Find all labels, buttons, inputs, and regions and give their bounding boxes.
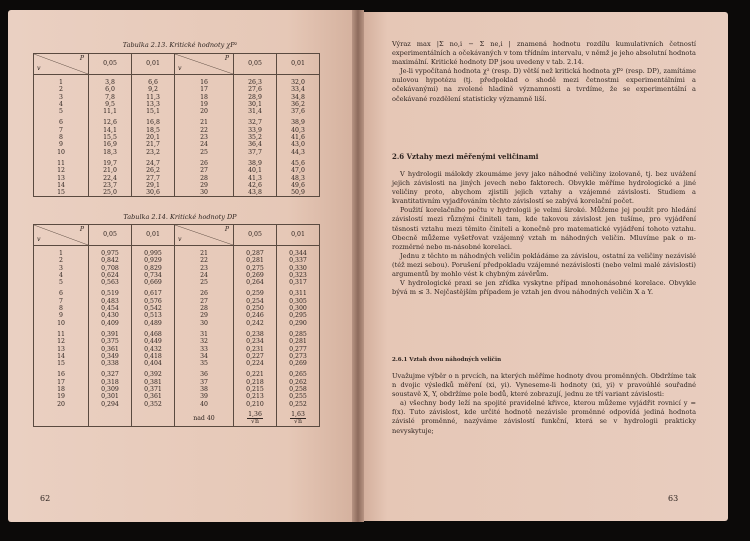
- table-row: [34, 160, 320, 167]
- table-cell: 11,1: [89, 108, 132, 115]
- table-cell: 25,0: [89, 189, 132, 197]
- table-cell: 9,5: [89, 101, 132, 108]
- table-row: [34, 379, 320, 386]
- table-row: [34, 360, 320, 367]
- table-cell: 7: [34, 298, 89, 305]
- table-2-13-corner-right: P v: [175, 54, 234, 75]
- table-cell: 33: [175, 346, 234, 353]
- table-cell: 0,275: [234, 265, 277, 272]
- table-row: [34, 272, 320, 279]
- table-cell: 0,432: [132, 346, 175, 353]
- right-page-number: 63: [668, 494, 679, 503]
- table-row: [34, 250, 320, 257]
- table-cell: 0,734: [132, 272, 175, 279]
- table-cell: 36,2: [277, 101, 320, 108]
- table-cell: 25: [175, 279, 234, 286]
- table-cell: 21,0: [89, 167, 132, 174]
- paragraph-max-definition: Výraz max |Σ no,i − Σ ne,i | znamená hodnotu rozdílu kumulativních četností experimentálních a očekávaných v tom třídním intervalu, v němž je jeho absolutní hodnota maximální. Kritické hodnoty DP jsou uvedeny v tab. 2.14.: [392, 40, 696, 67]
- table-cell: 0,252: [277, 401, 320, 408]
- table-2-13-head-001: 0,01: [132, 54, 175, 75]
- table-cell: 45,6: [277, 160, 320, 167]
- table-cell: 50,9: [277, 189, 320, 197]
- table-cell: 0,338: [89, 360, 132, 367]
- table-cell: 20: [34, 401, 89, 408]
- table-cell: 18,5: [132, 127, 175, 134]
- table-cell: 14: [34, 182, 89, 189]
- table-cell: 30,1: [234, 101, 277, 108]
- paragraph-hydrology-relations: V hydrologii málokdy zkoumáme jevy jako náhodné veličiny izolovaně, tj. bez uvážení jejich závislosti na jiných jevech nebo faktorech. Obvykle měříme hydrologické a jiné veličiny proto, abychom zjistili jejich vztahy a vzájemné závislosti. Studiem a kvantitativním vyjadřováním těchto závislostí se zabývá korelační počet.: [392, 170, 696, 206]
- table-cell: 23: [175, 265, 234, 272]
- table-cell: 0,290: [277, 320, 320, 327]
- paragraph-functional-dependence: a) všechny body leží na spojité pravidelné křivce, kterou můžeme vyjádřit rovnicí y = f(x). Tuto závislost, kde určité hodnotě nezávisle proměnné odpovídá jediná hodnota závislé proměnné, nazýváme závislostí funkční, která se v hydrologii prakticky nevyskytuje;: [392, 399, 696, 435]
- table-2-14-head-005: 0,05: [89, 225, 132, 246]
- table-2-13-caption: Tabulka 2.13. Kritické hodnoty χP²: [122, 41, 238, 49]
- table-cell: 9,2: [132, 86, 175, 93]
- table-cell: 37,7: [234, 149, 277, 156]
- table-cell: 14,1: [89, 127, 132, 134]
- table-2-14-caption: Tabulka 2.14. Kritické hodnoty DP: [123, 213, 237, 221]
- table-cell: 11: [34, 331, 89, 338]
- table-cell: 13: [34, 175, 89, 182]
- table-cell: 0,929: [132, 257, 175, 264]
- table-cell: 0,489: [132, 320, 175, 327]
- table-cell: 0,287: [234, 250, 277, 257]
- table-row: [34, 305, 320, 312]
- table-cell: 0,430: [89, 312, 132, 319]
- table-cell: 2: [34, 257, 89, 264]
- table-cell: 0,669: [132, 279, 175, 286]
- table-cell: 0,391: [89, 331, 132, 338]
- table-2-13-head-001b: 0,01: [277, 54, 320, 75]
- table-cell: 0,281: [234, 257, 277, 264]
- table-cell: 11,3: [132, 94, 175, 101]
- table-cell: 0,617: [132, 290, 175, 297]
- table-cell: 38: [175, 386, 234, 393]
- table-cell: 34: [175, 353, 234, 360]
- table-cell: 21: [175, 119, 234, 126]
- table-cell: 0,337: [277, 257, 320, 264]
- table-cell: 30: [175, 189, 234, 197]
- table-cell: 3: [34, 94, 89, 101]
- over-40-formula: $\frac{1,63}{√n}$: [277, 412, 320, 427]
- table-cell: 0,264: [234, 279, 277, 286]
- table-row: [34, 401, 320, 408]
- table-cell: 34,8: [277, 94, 320, 101]
- table-cell: 36: [175, 371, 234, 378]
- table-2-13: [33, 53, 320, 197]
- over-40-formula: $\frac{1,36}{√n}$: [234, 412, 277, 427]
- table-cell: 0,311: [277, 290, 320, 297]
- table-cell: 0,829: [132, 265, 175, 272]
- table-row: [34, 338, 320, 345]
- table-row: [34, 167, 320, 174]
- right-intro-text: [392, 40, 696, 104]
- table-cell: 10: [34, 320, 89, 327]
- table-cell: 0,265: [277, 371, 320, 378]
- table-cell: 17: [175, 86, 234, 93]
- table-row: [34, 298, 320, 305]
- table-cell: 0,269: [277, 360, 320, 367]
- table-cell: 4: [34, 101, 89, 108]
- table-cell: 0,300: [277, 305, 320, 312]
- table-cell: 0,318: [89, 379, 132, 386]
- table-cell: 13,3: [132, 101, 175, 108]
- table-cell: 48,3: [277, 175, 320, 182]
- table-cell: 0,708: [89, 265, 132, 272]
- table-cell: 0,281: [277, 338, 320, 345]
- table-cell: 0,277: [277, 346, 320, 353]
- right-section-text: [392, 170, 696, 297]
- table-cell: 28: [175, 305, 234, 312]
- table-row: [34, 141, 320, 148]
- table-cell: 9: [34, 312, 89, 319]
- table-cell: 27: [175, 298, 234, 305]
- table-cell: 0,519: [89, 290, 132, 297]
- table-row: [34, 279, 320, 286]
- table-row: [34, 320, 320, 327]
- table-cell: 38,9: [234, 160, 277, 167]
- table-cell: 5: [34, 279, 89, 286]
- table-cell: 27,7: [132, 175, 175, 182]
- table-cell: 19: [175, 101, 234, 108]
- table-cell: 12: [34, 167, 89, 174]
- table-cell: 23: [175, 134, 234, 141]
- table-cell: 0,361: [132, 393, 175, 400]
- table-cell: 6,0: [89, 86, 132, 93]
- table-cell: 25: [175, 149, 234, 156]
- table-cell: 0,255: [277, 393, 320, 400]
- table-cell: 0,563: [89, 279, 132, 286]
- table-row: [34, 257, 320, 264]
- table-cell: 30: [175, 320, 234, 327]
- table-2-13-head-005b: 0,05: [234, 54, 277, 75]
- table-cell: 22,4: [89, 175, 132, 182]
- table-cell: 0,305: [277, 298, 320, 305]
- table-cell: 2: [34, 86, 89, 93]
- table-cell: 0,375: [89, 338, 132, 345]
- section-heading-2-6-1: 2.6.1 Vztah dvou náhodných veličin: [392, 357, 502, 363]
- table-cell: 49,6: [277, 182, 320, 189]
- table-cell: 0,330: [277, 265, 320, 272]
- table-cell: 18: [34, 386, 89, 393]
- table-cell: 0,250: [234, 305, 277, 312]
- table-cell: 40,3: [277, 127, 320, 134]
- table-cell: 0,344: [277, 250, 320, 257]
- table-cell: 0,262: [277, 379, 320, 386]
- table-cell: 10: [34, 149, 89, 156]
- table-cell: 33,9: [234, 127, 277, 134]
- table-cell: 44,3: [277, 149, 320, 156]
- table-cell: 0,234: [234, 338, 277, 345]
- over-40-label: nad 40: [175, 412, 234, 427]
- table-cell: 4: [34, 272, 89, 279]
- table-2-13-head-005: 0,05: [89, 54, 132, 75]
- table-cell: 0,269: [234, 272, 277, 279]
- table-cell: 0,995: [132, 250, 175, 257]
- table-cell: 7,8: [89, 94, 132, 101]
- table-row: [34, 79, 320, 86]
- table-cell: 0,273: [277, 353, 320, 360]
- paragraph-critical-test: Je-li vypočítaná hodnota χ² (resp. D) větší než kritická hodnota χP² (resp. DP), zamítáme nulovou hypotézu (tj. předpoklad o shodě mezi četnostmi experimentálními a očekávanými) na zvolené hladině významnosti a tvrdíme, že se experimentální a očekávané rozdělení statisticky významně liší.: [392, 67, 696, 103]
- table-cell: 3,8: [89, 79, 132, 86]
- table-cell: 23,2: [132, 149, 175, 156]
- table-cell: 0,392: [132, 371, 175, 378]
- table-cell: 0,258: [277, 386, 320, 393]
- table-cell: 40,1: [234, 167, 277, 174]
- table-cell: 0,254: [234, 298, 277, 305]
- table-row: [34, 353, 320, 360]
- table-cell: 40: [175, 401, 234, 408]
- table-2-14-head-001b: 0,01: [277, 225, 320, 246]
- table-row: [34, 290, 320, 297]
- table-cell: 0,404: [132, 360, 175, 367]
- table-cell: 0,483: [89, 298, 132, 305]
- table-cell: 28: [175, 175, 234, 182]
- table-cell: 16,9: [89, 141, 132, 148]
- table-cell: 26,2: [132, 167, 175, 174]
- table-cell: 0,224: [234, 360, 277, 367]
- table-cell: 36,4: [234, 141, 277, 148]
- table-cell: 15,5: [89, 134, 132, 141]
- table-row: [34, 127, 320, 134]
- table-cell: 43,0: [277, 141, 320, 148]
- table-2-14-head-005b: 0,05: [234, 225, 277, 246]
- table-cell: 38,9: [277, 119, 320, 126]
- table-cell: 20: [175, 108, 234, 115]
- table-cell: 0,221: [234, 371, 277, 378]
- table-row: [34, 265, 320, 272]
- table-cell: 3: [34, 265, 89, 272]
- table-cell: 28,9: [234, 94, 277, 101]
- table-cell: 6: [34, 290, 89, 297]
- table-cell: 0,542: [132, 305, 175, 312]
- table-cell: 0,238: [234, 331, 277, 338]
- table-cell: 35: [175, 360, 234, 367]
- table-cell: 16: [175, 79, 234, 86]
- table-cell: 0,231: [234, 346, 277, 353]
- table-row: [34, 371, 320, 378]
- table-cell: 0,242: [234, 320, 277, 327]
- table-cell: 41,6: [277, 134, 320, 141]
- table-cell: 22: [175, 127, 234, 134]
- table-cell: 29: [175, 182, 234, 189]
- table-cell: 32,7: [234, 119, 277, 126]
- table-cell: 0,227: [234, 353, 277, 360]
- table-cell: 39: [175, 393, 234, 400]
- table-cell: 0,371: [132, 386, 175, 393]
- table-cell: 0,246: [234, 312, 277, 319]
- table-row: [34, 134, 320, 141]
- table-cell: 21,7: [132, 141, 175, 148]
- left-page-number: 62: [40, 494, 51, 503]
- table-cell: 24: [175, 141, 234, 148]
- table-cell: 35,2: [234, 134, 277, 141]
- table-cell: 5: [34, 108, 89, 115]
- table-cell: 26: [175, 290, 234, 297]
- table-cell: 42,6: [234, 182, 277, 189]
- table-row: [34, 119, 320, 126]
- table-row: [34, 312, 320, 319]
- table-cell: 26: [175, 160, 234, 167]
- table-cell: 21: [175, 250, 234, 257]
- table-row: [34, 331, 320, 338]
- table-cell: 0,576: [132, 298, 175, 305]
- table-row: [34, 86, 320, 93]
- right-subsection-text: [392, 372, 696, 436]
- table-2-14-corner-right: P v: [175, 225, 234, 246]
- table-row: [34, 393, 320, 400]
- table-cell: 13: [34, 346, 89, 353]
- table-cell: 0,975: [89, 250, 132, 257]
- table-row: [34, 94, 320, 101]
- table-cell: 27: [175, 167, 234, 174]
- table-cell: 8: [34, 305, 89, 312]
- table-cell: 15: [34, 189, 89, 197]
- table-cell: 0,309: [89, 386, 132, 393]
- table-row: [34, 386, 320, 393]
- table-cell: 18,3: [89, 149, 132, 156]
- table-cell: 19,7: [89, 160, 132, 167]
- table-cell: 0,285: [277, 331, 320, 338]
- table-cell: 27,6: [234, 86, 277, 93]
- table-cell: 7: [34, 127, 89, 134]
- table-cell: 0,323: [277, 272, 320, 279]
- table-cell: 24: [175, 272, 234, 279]
- table-2-14-head-001: 0,01: [132, 225, 175, 246]
- table-cell: 31,4: [234, 108, 277, 115]
- table-cell: 0,381: [132, 379, 175, 386]
- table-cell: 47,0: [277, 167, 320, 174]
- table-cell: 0,327: [89, 371, 132, 378]
- table-cell: 41,3: [234, 175, 277, 182]
- table-2-14-corner-left: P v: [34, 225, 89, 246]
- table-row: [34, 346, 320, 353]
- table-cell: 33,4: [277, 86, 320, 93]
- table-cell: 18: [175, 94, 234, 101]
- table-cell: 16,8: [132, 119, 175, 126]
- table-cell: 0,468: [132, 331, 175, 338]
- table-cell: 43,8: [234, 189, 277, 197]
- table-cell: 0,294: [89, 401, 132, 408]
- table-cell: 0,513: [132, 312, 175, 319]
- table-cell: 20,1: [132, 134, 175, 141]
- table-cell: 0,259: [234, 290, 277, 297]
- table-cell: 0,842: [89, 257, 132, 264]
- table-cell: 0,624: [89, 272, 132, 279]
- table-cell: 0,361: [89, 346, 132, 353]
- table-row: [34, 182, 320, 189]
- table-cell: 9: [34, 141, 89, 148]
- table-cell: 24,7: [132, 160, 175, 167]
- table-cell: 1: [34, 250, 89, 257]
- table-cell: 0,352: [132, 401, 175, 408]
- table-cell: 32: [175, 338, 234, 345]
- table-cell: 0,317: [277, 279, 320, 286]
- paragraph-correlation-use: Použití korelačního počtu v hydrologii je velmi široké. Můžeme jej použít pro hledání závislostí mezi různými činiteli tam, kde takovou závislost jen tušíme, pro vyjádření těsnosti vztahu mezi těmito činiteli a konečně pro matematické vyjádření tohoto vztahu. Obecně můžeme vyšetřovat vzájemný vztah m náhodných veličin. Mluvíme pak o m-rozměrné nebo m-násobné korelaci.: [392, 206, 696, 251]
- table-cell: 37: [175, 379, 234, 386]
- paragraph-dependent-variable: Jednu z těchto m náhodných veličin pokládáme za závislou, ostatní za veličiny nezávislé (též mezi sebou). Porušení předpokladu vzájemné nezávislosti (nebo velmi malé závislosti) argumentů by mohlo vést k chybným závěrům.: [392, 251, 696, 279]
- table-cell: 6,6: [132, 79, 175, 86]
- table-2-14: [33, 224, 320, 427]
- table-cell: 23,7: [89, 182, 132, 189]
- table-cell: 15,1: [132, 108, 175, 115]
- table-cell: 37,6: [277, 108, 320, 115]
- table-cell: 15: [34, 360, 89, 367]
- table-cell: 17: [34, 379, 89, 386]
- table-cell: 0,210: [234, 401, 277, 408]
- table-cell: 0,213: [234, 393, 277, 400]
- table-row: [34, 101, 320, 108]
- table-cell: 31: [175, 331, 234, 338]
- table-cell: 0,409: [89, 320, 132, 327]
- table-cell: 1: [34, 79, 89, 86]
- table-cell: 0,449: [132, 338, 175, 345]
- table-cell: 29,1: [132, 182, 175, 189]
- table-row: [34, 149, 320, 156]
- table-cell: 22: [175, 257, 234, 264]
- paragraph-sample-pairs: Uvažujme výběr o n prvcích, na kterých měříme hodnoty dvou proměnných. Obdržíme tak n dvojic výsledků měření (xi, yi). Vyneseme-li hodnoty (xi, yi) v pravoúhlé souřadné soustavě X, Y, obdržíme pole bodů, které zobrazují, jednu ze tří variant závislosti:: [392, 372, 696, 399]
- table-cell: 6: [34, 119, 89, 126]
- table-cell: 0,295: [277, 312, 320, 319]
- table-cell: 0,349: [89, 353, 132, 360]
- book-gutter: [352, 10, 364, 522]
- table-row: [34, 175, 320, 182]
- table-cell: 32,0: [277, 79, 320, 86]
- table-cell: 26,3: [234, 79, 277, 86]
- paragraph-multiple-correlation: V hydrologické praxi se jen zřídka vyskytne případ mnohonásobné korelace. Obvykle bývá m ≤ 3. Nejčastějším případem je vztah jen dvou náhodných veličin X a Y.: [392, 279, 696, 297]
- table-2-13-corner-left: P v: [34, 54, 89, 75]
- table-cell: 11: [34, 160, 89, 167]
- table-cell: 0,301: [89, 393, 132, 400]
- table-cell: 0,218: [234, 379, 277, 386]
- table-row: [34, 108, 320, 115]
- table-cell: 29: [175, 312, 234, 319]
- table-row-over-40: [34, 412, 320, 427]
- table-row: [34, 189, 320, 197]
- table-cell: 0,215: [234, 386, 277, 393]
- table-cell: 8: [34, 134, 89, 141]
- table-cell: 16: [34, 371, 89, 378]
- section-heading-2-6: 2.6 Vztahy mezi měřenými veličinami: [392, 152, 539, 161]
- table-cell: 12: [34, 338, 89, 345]
- table-cell: 19: [34, 393, 89, 400]
- table-cell: 12,6: [89, 119, 132, 126]
- table-cell: 14: [34, 353, 89, 360]
- table-cell: 0,418: [132, 353, 175, 360]
- table-cell: 30,6: [132, 189, 175, 197]
- table-cell: 0,454: [89, 305, 132, 312]
